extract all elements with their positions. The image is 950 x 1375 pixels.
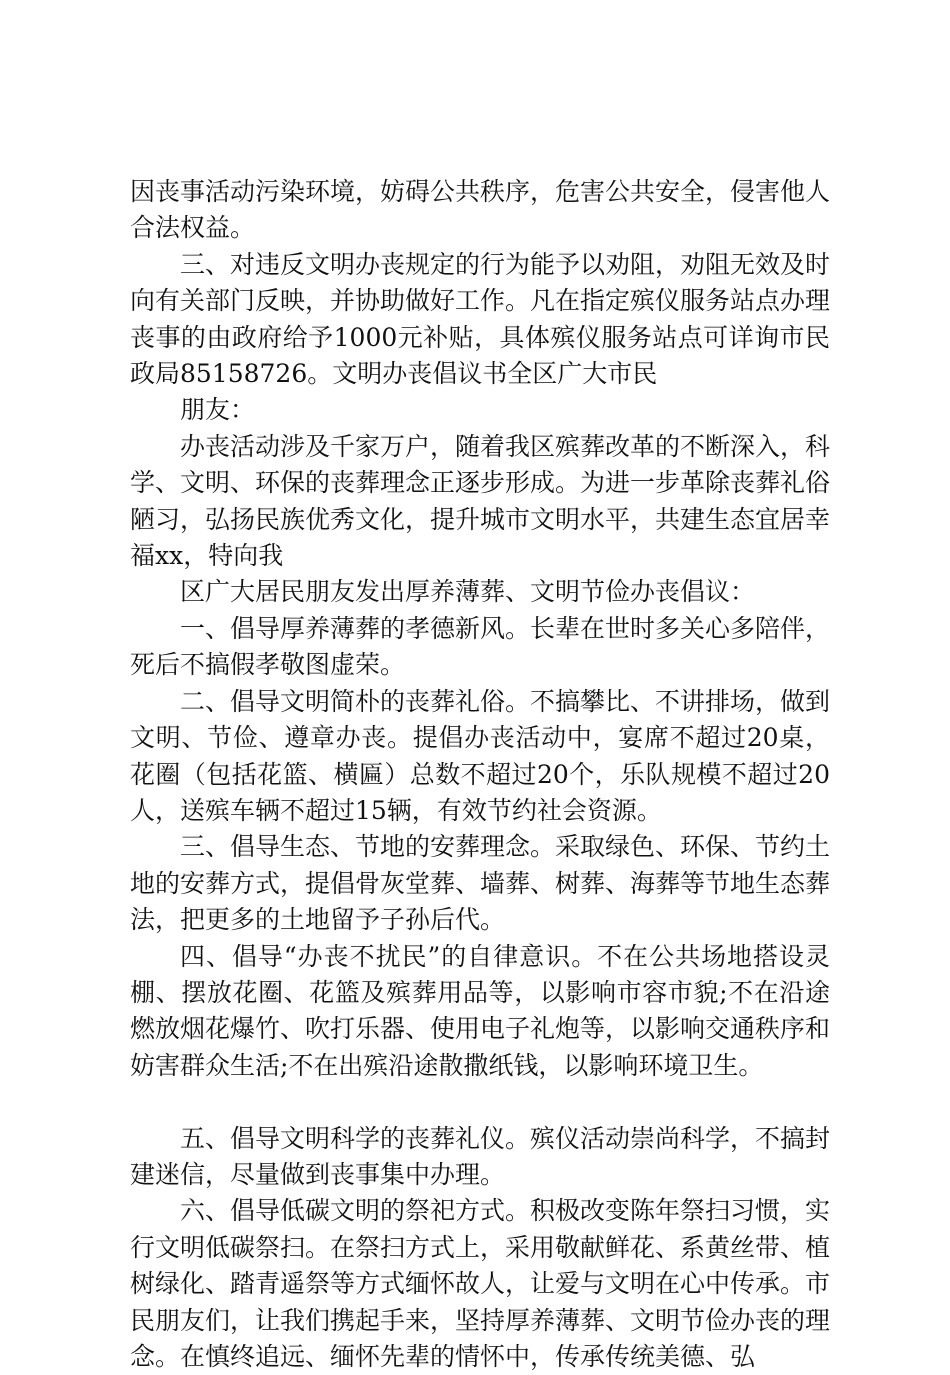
paragraph-continuation: 因丧事活动污染环境，妨碍公共秩序，危害公共安全，侵害他人合法权益。 [130, 177, 831, 243]
paragraph-proposal-3: 三、倡导生态、节地的安葬理念。采取绿色、环保、节约土地的安葬方式，提倡骨灰堂葬、墙葬、树葬、海葬等节地生态葬法，把更多的土地留予子孙后代。 [130, 832, 831, 935]
paragraph-proposal-4: 四、倡导“办丧不扰民”的自律意识。不在公共场地搭设灵棚、摆放花圈、花篮及殡葬用品等，以影响市容市貌;不在沿途燃放烟花爆竹、吹打乐器、使用电子礼炮等，以影响交通秩序和妨害群众生活;不在出殡沿途散撒纸钱，以影响环境卫生。 [130, 941, 831, 1080]
paragraph-proposal-5: 五、倡导文明科学的丧葬礼仪。殡仪活动崇尚科学，不搞封建迷信，尽量做到丧事集中办理。 [130, 1123, 831, 1189]
paragraph-proposal-6: 六、倡导低碳文明的祭祀方式。积极改变陈年祭扫习惯，实行文明低碳祭扫。在祭扫方式上，采用敬献鲜花、系黄丝带、植树绿化、踏青遥祭等方式缅怀故人，让爱与文明在心中传承。市民朋友们，让我们携起手来，坚持厚养薄葬、文明节俭办丧的理念。在慎终追远、缅怀先辈的情怀中，传承传统美德、弘 [130, 1196, 831, 1371]
paragraph-intro: 办丧活动涉及千家万户，随着我区殡葬改革的不断深入，科学、文明、环保的丧葬理念正逐步形成。为进一步革除丧葬礼俗陋习，弘扬民族优秀文化，提升城市文明水平，共建生态宜居幸福xx，特向我 [130, 431, 831, 571]
paragraph-proposal-1: 一、倡导厚养薄葬的孝德新风。长辈在世时多关心多陪伴，死后不搞假孝敬图虚荣。 [130, 613, 831, 680]
paragraph-item-3: 三、对违反文明办丧规定的行为能予以劝阻，劝阻无效及时向有关部门反映，并协助做好工作。凡在指定殡仪服务站点办理丧事的由政府给予1000元补贴，具体殡仪服务站点可详询市民政局85158726。文明办丧倡议书全区广大市民 [130, 249, 831, 389]
blank-line [130, 1084, 830, 1120]
paragraph-proposal-2: 二、倡导文明简朴的丧葬礼俗。不搞攀比、不讲排场，做到文明、节俭、遵章办丧。提倡办丧活动中，宴席不超过20桌，花圈（包括花篮、横匾）总数不超过20个，乐队规模不超过20人，送殡车辆不超过15辆，有效节约社会资源。 [130, 686, 831, 825]
document-body [130, 174, 830, 1375]
paragraph-salutation: 朋友： [180, 395, 256, 425]
paragraph-proposal-heading: 区广大居民朋友发出厚养薄葬、文明节俭办丧倡议： [180, 577, 756, 607]
